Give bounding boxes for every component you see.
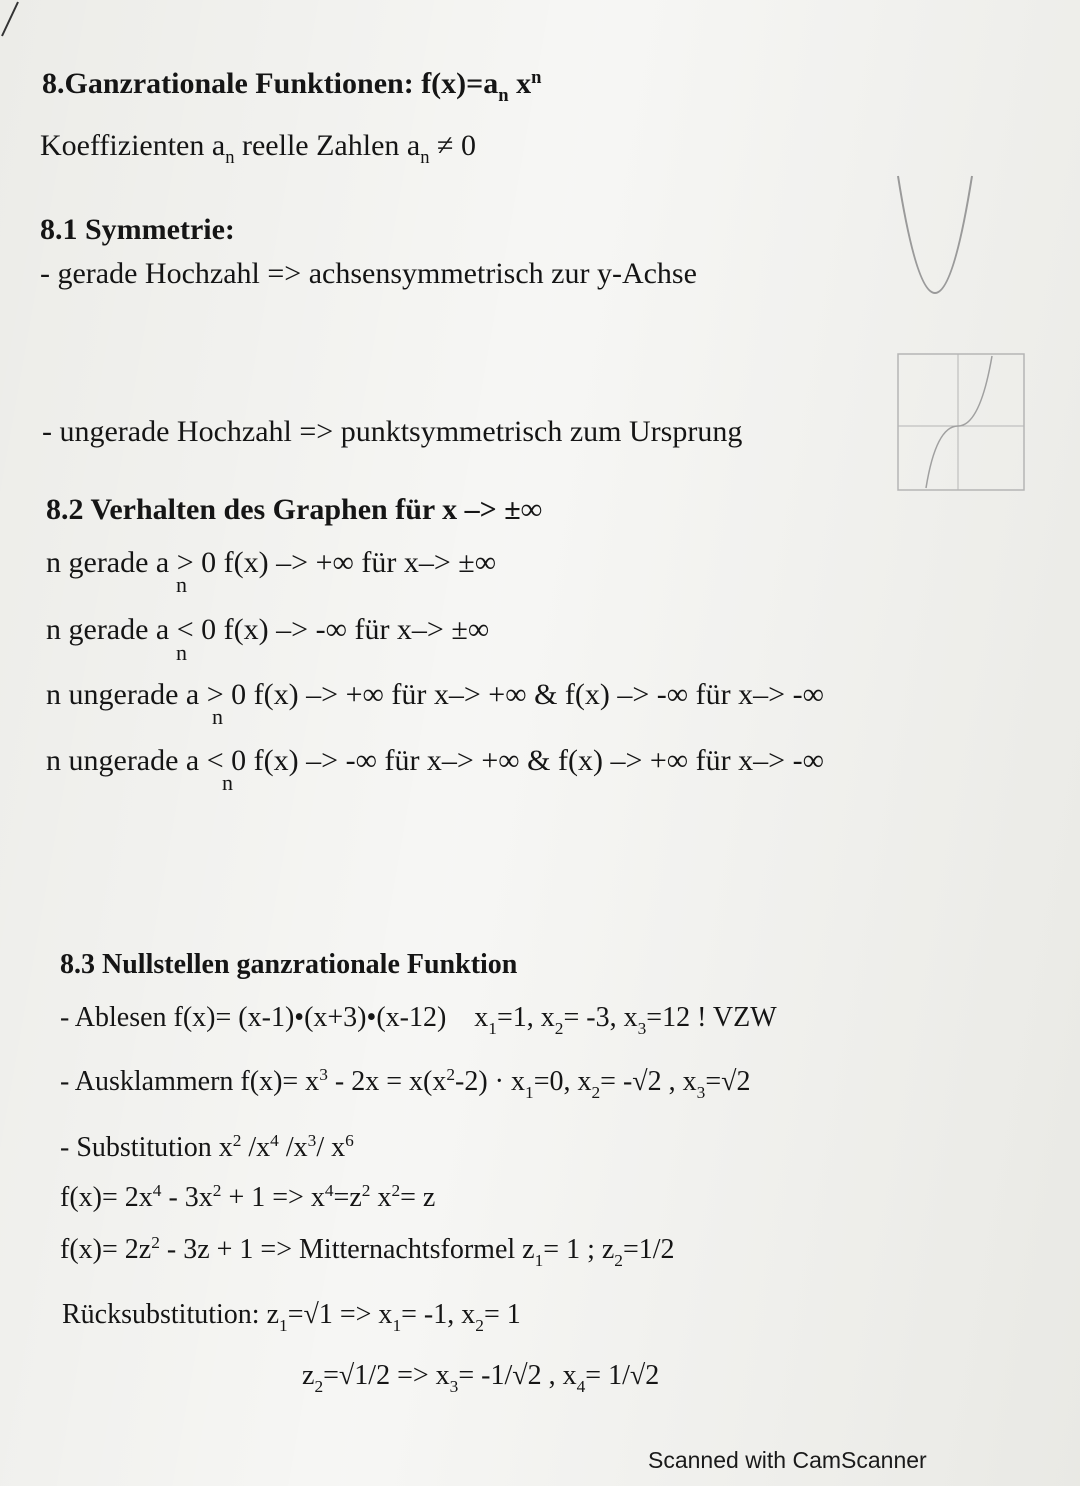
symmetry-odd: - ungerade Hochzahl => punktsymmetrisch zum Ursprung <box>42 415 743 448</box>
corner-pen-mark <box>0 0 40 40</box>
cubic-graph-sketch <box>896 352 1030 498</box>
parabola-sketch <box>880 170 990 330</box>
zeros-heading: 8.3 Nullstellen ganzrationale Funktion <box>60 949 518 980</box>
behavior-sub-2: n <box>176 640 187 665</box>
zeros-substitution: - Substitution $x^2$ $/x^4$ $/x^3/$ $x^6$ <box>60 1131 354 1163</box>
zeros-ruecksubstitution-2: $z_2=√1/2 => x_3= -1/√2$ , $x_4= 1/√2$ <box>302 1360 660 1396</box>
zeros-ruecksubstitution-1: Rücksubstitution: $z_1=√1 => x_1= -1$, $x_2= 1$ <box>62 1299 521 1335</box>
behavior-line-2: n gerade a < 0 f(x) –> -∞ für x–> ±∞ <box>46 613 490 646</box>
camscanner-watermark: Scanned with CamScanner <box>648 1447 927 1473</box>
behavior-sub-3: n <box>212 704 223 729</box>
zeros-ablesen: - Ablesen f(x)= (x-1)•(x+3)•(x-12) $x_1=1$, $x_2= -3$, $x_3=12$ ! VZW <box>60 1002 777 1038</box>
zeros-substitution-f1: $f(x)= 2x^4 - 3x^2 + 1 => x^4=z^2$ $x^2= z$ <box>60 1181 436 1213</box>
symmetry-even: - gerade Hochzahl => achsensymmetrisch zur y-Achse <box>40 257 697 290</box>
behavior-line-4: n ungerade a < 0 f(x) –> -∞ für x–> +∞ & f(x) –> +∞ für x–> -∞ <box>46 744 824 777</box>
zeros-ausklammern: - Ausklammern $f(x)= x^3 - 2x = x(x^2-2) \cdot x_1=0$, $x_2= -√2$ , $x_3=√2$ <box>60 1065 751 1102</box>
coefficient-note: Koeffizienten $a_n$ reelle Zahlen $a_n \ne 0$ <box>40 129 476 169</box>
symmetry-heading: 8.1 Symmetrie: <box>40 213 235 246</box>
behavior-heading: 8.2 Verhalten des Graphen für x –> ±∞ <box>46 493 543 526</box>
behavior-sub-1: n <box>176 572 187 597</box>
behavior-sub-4: n <box>222 770 233 795</box>
behavior-line-1: n gerade a > 0 f(x) –> +∞ für x–> ±∞ <box>46 546 497 579</box>
behavior-line-3: n ungerade a > 0 f(x) –> +∞ für x–> +∞ & f(x) –> -∞ für x–> -∞ <box>46 678 824 711</box>
page-title: 8.Ganzrationale Funktionen: $f(x)=a_n$ $x^n$ <box>42 66 542 107</box>
zeros-substitution-f2: $f(x)= 2z^2 - 3z + 1$ => Mitternachtsformel $z_1= 1$ ; $z_2=1/2$ <box>60 1233 675 1270</box>
